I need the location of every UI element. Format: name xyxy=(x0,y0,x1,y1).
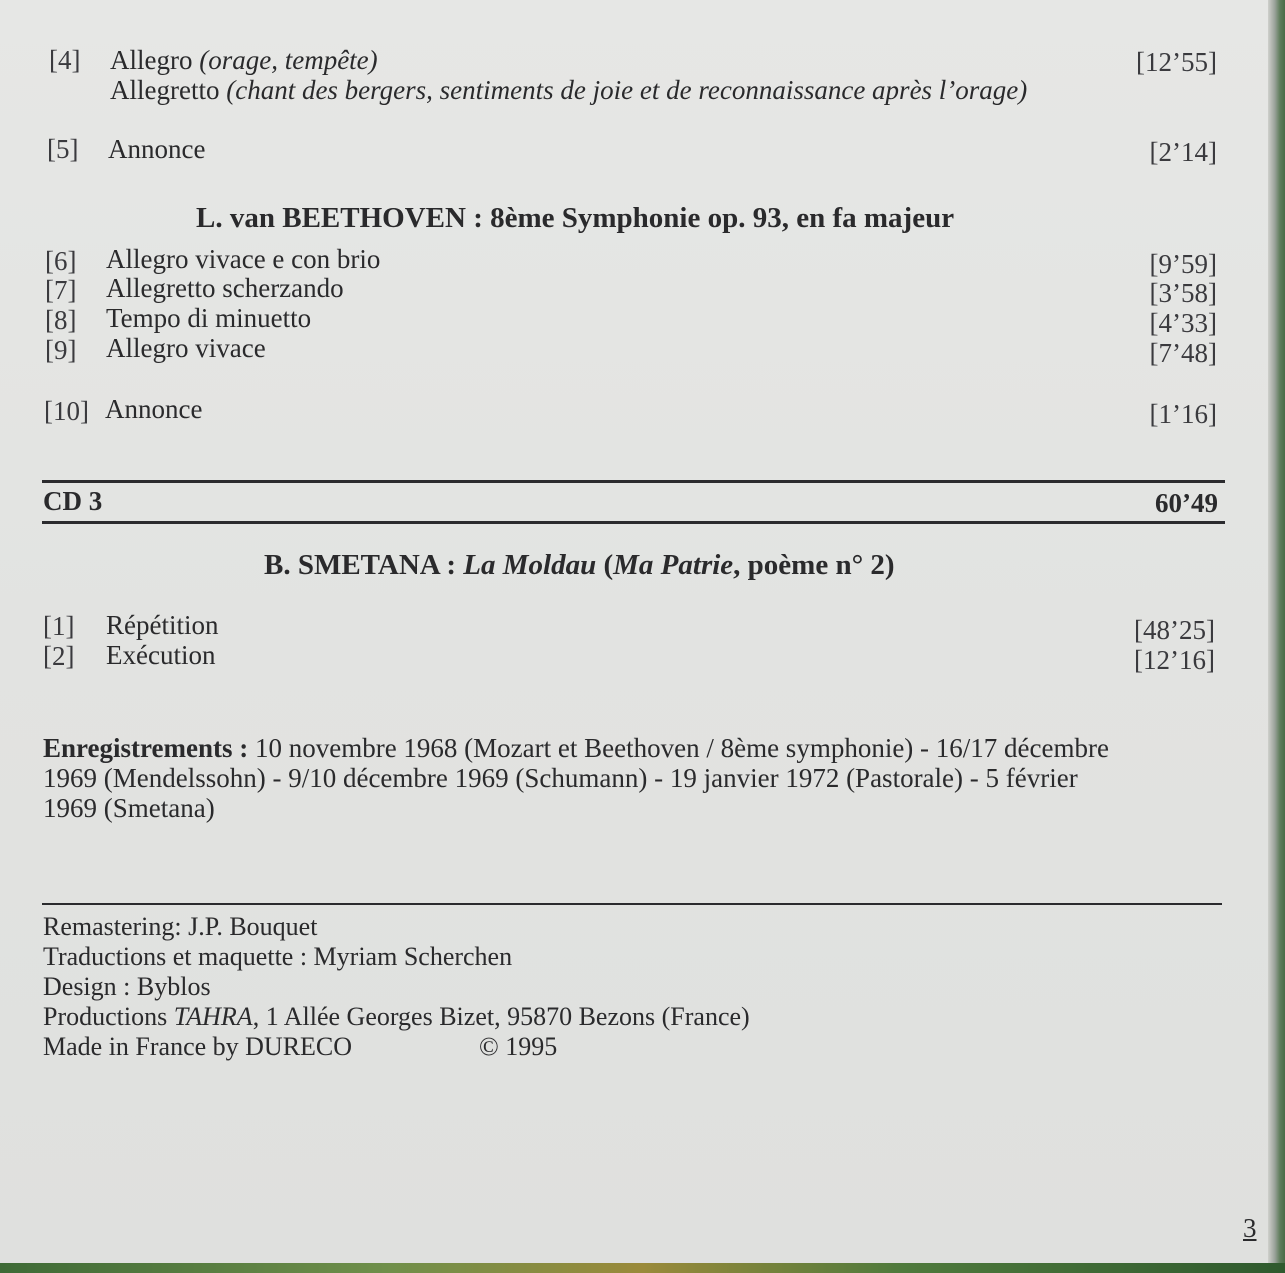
divider-bottom xyxy=(42,521,1225,524)
recordings-line-1 xyxy=(43,733,1109,763)
track-time: [1’16] xyxy=(1149,399,1217,429)
work-title: 8ème Symphonie op. 93, en fa majeur xyxy=(490,202,955,234)
track-title: Annonce xyxy=(108,134,206,164)
track-number: [5] xyxy=(47,134,79,164)
cd-label: CD 3 xyxy=(43,486,103,516)
credit-productions xyxy=(43,1002,750,1032)
track-number: [9] xyxy=(45,335,77,365)
track-time: [2’14] xyxy=(1149,137,1217,167)
track-title-text: Allegretto xyxy=(110,75,220,105)
label-name: TAHRA xyxy=(173,1002,253,1031)
track-detail: (orage, tempête) xyxy=(199,45,378,75)
track-number: [8] xyxy=(45,305,77,335)
track-title: Répétition xyxy=(106,610,219,640)
track-time: [7’48] xyxy=(1149,338,1217,368)
track-title: Allegro vivace xyxy=(106,333,266,363)
track-time: [3’58] xyxy=(1149,278,1217,308)
composer-name: B. SMETANA xyxy=(264,549,440,581)
cd-duration: 60’49 xyxy=(1155,488,1218,518)
track-title: Allegro vivace e con brio xyxy=(106,244,381,274)
work-number: , poème n° 2) xyxy=(733,549,895,581)
cover-strip xyxy=(0,1263,1285,1273)
track-title xyxy=(110,75,1027,105)
work-title: La Moldau xyxy=(463,549,597,581)
track-time: [4’33] xyxy=(1149,308,1217,338)
heading-separator: : xyxy=(465,202,491,234)
copyright: © 1995 xyxy=(479,1032,558,1061)
track-title xyxy=(110,45,378,75)
track-number: [6] xyxy=(45,246,77,276)
productions-address: , 1 Allée Georges Bizet, 95870 Bezons (France) xyxy=(252,1002,750,1031)
track-number: [2] xyxy=(43,641,75,671)
composer-name: L. van BEETHOVEN xyxy=(196,202,466,234)
track-number: [7] xyxy=(45,275,77,305)
page-number: 3 xyxy=(1243,1213,1257,1243)
credits-divider xyxy=(42,903,1222,905)
credit-translations: Traductions et maquette : Myriam Scherchen xyxy=(43,942,513,971)
track-number: [4] xyxy=(49,45,81,75)
track-title: Allegretto scherzando xyxy=(106,273,344,303)
recordings-label: Enregistrements : xyxy=(43,733,249,763)
credit-design: Design : Byblos xyxy=(43,972,211,1001)
track-time: [9’59] xyxy=(1149,249,1217,279)
divider-top xyxy=(42,480,1225,483)
track-detail: (chant des bergers, sentiments de joie et de reconnaissance après l’orage) xyxy=(226,75,1028,105)
track-title: Exécution xyxy=(106,640,216,670)
heading-separator: : xyxy=(439,549,464,581)
track-time: [48’25] xyxy=(1134,615,1215,645)
heading-paren: ( xyxy=(596,549,614,581)
page-edge xyxy=(1268,0,1285,1273)
recordings-line-2: 1969 (Mendelssohn) - 9/10 décembre 1969 (Schumann) - 19 janvier 1972 (Pastorale) - 5 février xyxy=(43,763,1078,793)
recordings-line-3: 1969 (Smetana) xyxy=(43,793,215,823)
track-number: [1] xyxy=(43,611,75,641)
track-time: [12’55] xyxy=(1136,47,1217,77)
track-number: [10] xyxy=(44,396,89,426)
work-subtitle: Ma Patrie xyxy=(613,549,734,581)
credit-remastering: Remastering: J.P. Bouquet xyxy=(43,912,318,941)
track-time: [12’16] xyxy=(1134,645,1215,675)
productions-prefix: Productions xyxy=(43,1002,174,1031)
track-title: Tempo di minuetto xyxy=(106,303,312,333)
section-heading-beethoven xyxy=(196,202,954,235)
recordings-text: 10 novembre 1968 (Mozart et Beethoven / 8ème symphonie) - 16/17 décembre xyxy=(248,733,1109,763)
credit-made-in: Made in France by DURECO xyxy=(43,1032,353,1061)
track-title-text: Allegro xyxy=(110,45,193,75)
track-title: Annonce xyxy=(105,394,203,424)
section-heading-smetana xyxy=(264,549,895,582)
